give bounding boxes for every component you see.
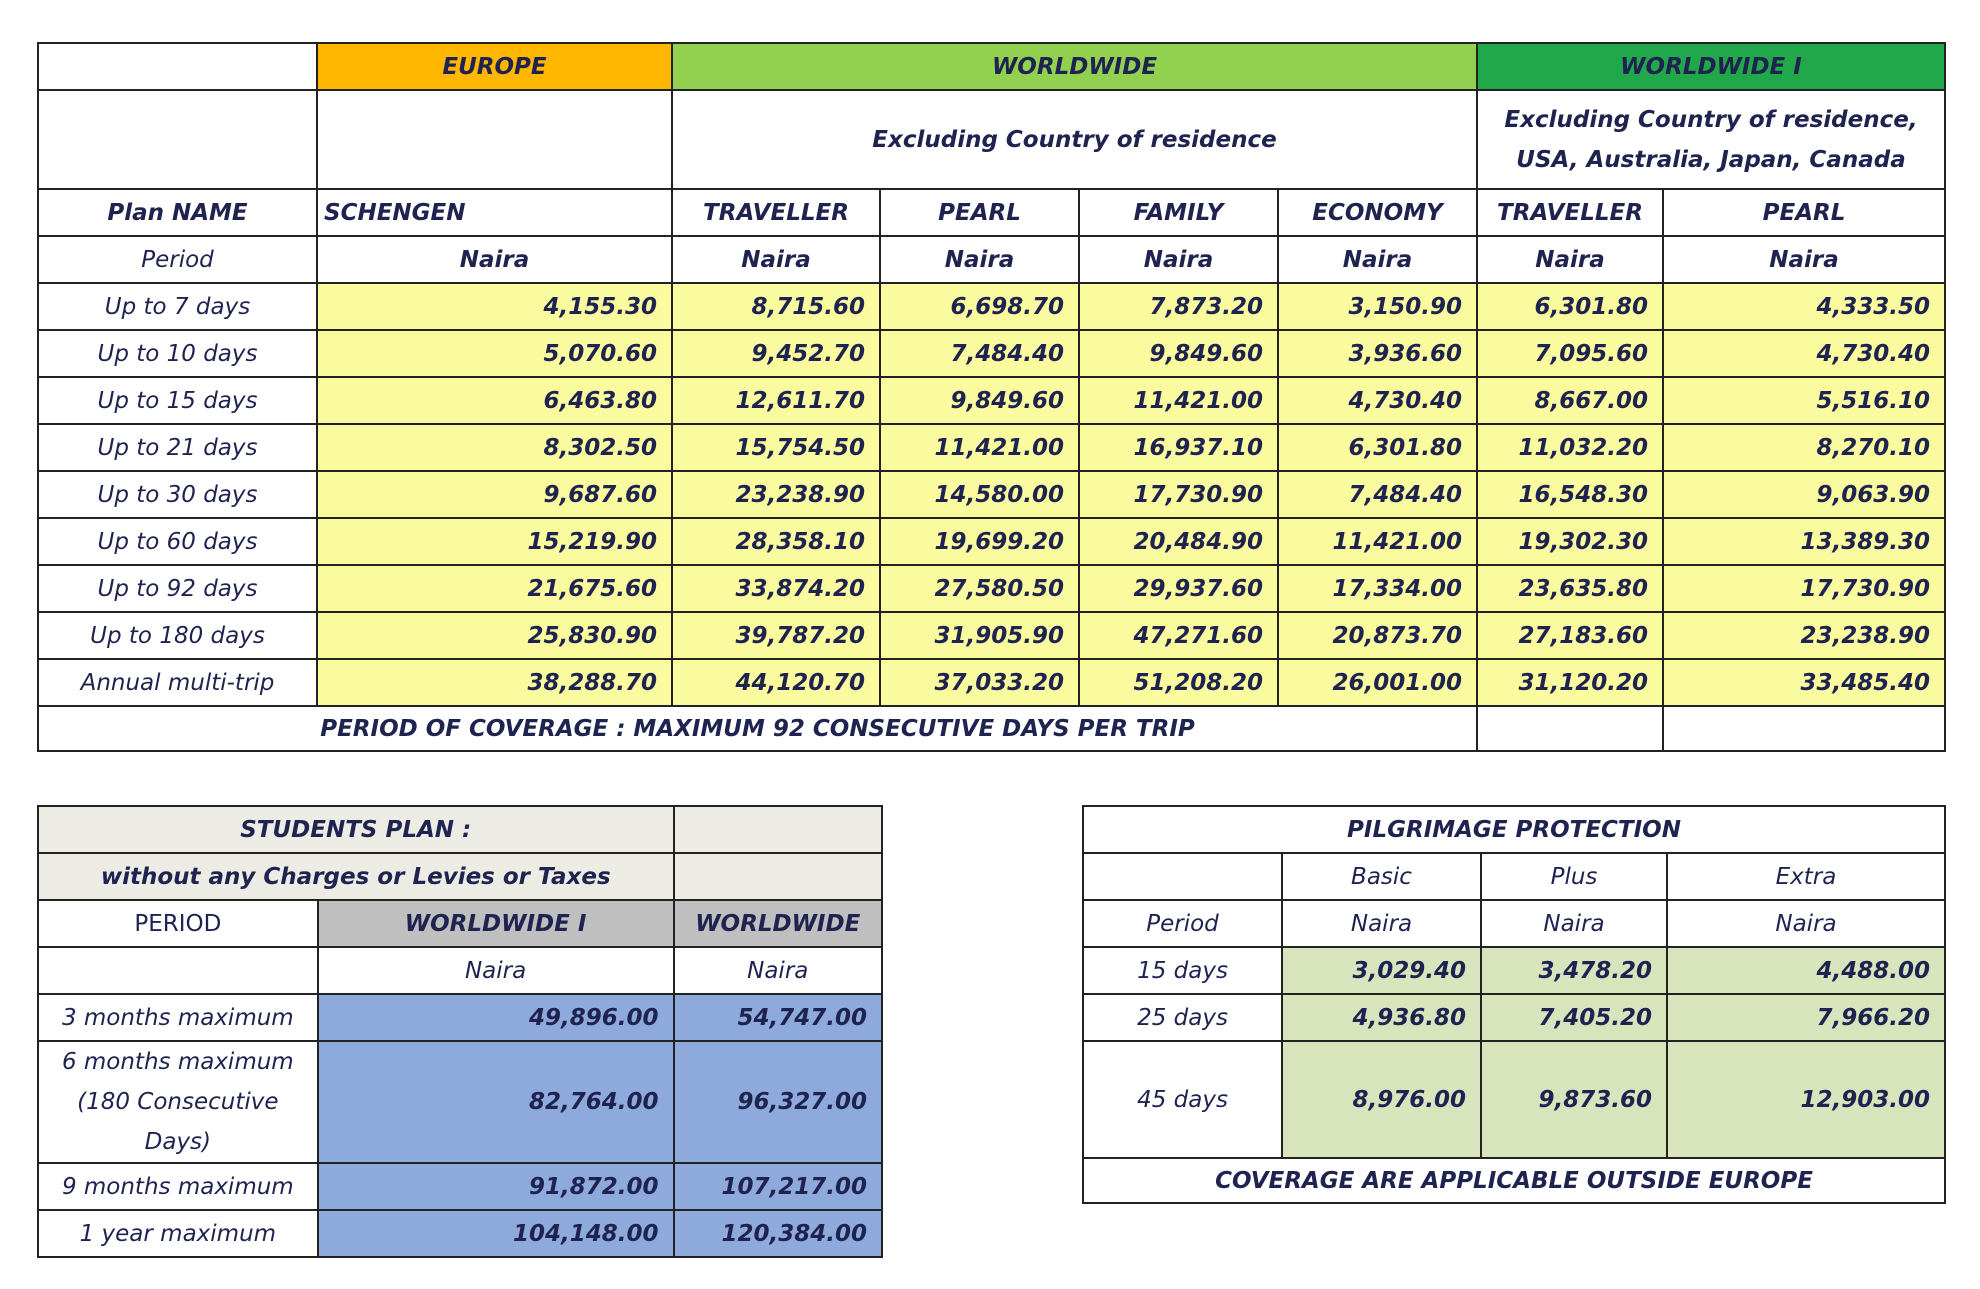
rate-cell: 4,488.00 xyxy=(1667,947,1945,994)
pilgrimage-coverage-note: COVERAGE ARE APPLICABLE OUTSIDE EUROPE xyxy=(1083,1158,1945,1203)
worldwide-1-note: Excluding Country of residence, USA, Australia, Japan, Canada xyxy=(1477,90,1945,189)
table-row xyxy=(38,471,1945,518)
pilgrimage-title: PILGRIMAGE PROTECTION xyxy=(1083,806,1945,853)
rate-cell: 51,208.20 xyxy=(1079,659,1278,706)
rate-cell: 11,421.00 xyxy=(880,424,1079,471)
currency-label: Naira xyxy=(674,947,883,994)
currency-label: Naira xyxy=(317,236,672,283)
rate-cell: 9,873.60 xyxy=(1481,1041,1667,1158)
rate-cell: 38,288.70 xyxy=(317,659,672,706)
period-cell: 6 months maximum (180 Consecutive Days) xyxy=(38,1041,318,1163)
plan-name: FAMILY xyxy=(1079,189,1278,236)
table-row xyxy=(38,612,1945,659)
rate-cell: 6,698.70 xyxy=(880,283,1079,330)
region-worldwide: WORLDWIDE xyxy=(672,43,1477,90)
corner-cell xyxy=(38,43,317,90)
rate-cell: 9,849.60 xyxy=(1079,330,1278,377)
rate-cell: 17,730.90 xyxy=(1663,565,1945,612)
region-worldwide-1: WORLDWIDE I xyxy=(1477,43,1945,90)
period-cell: Up to 15 days xyxy=(38,377,317,424)
rate-cell: 6,301.80 xyxy=(1477,283,1663,330)
rate-cell: 20,873.70 xyxy=(1278,612,1477,659)
period-cell: Up to 10 days xyxy=(38,330,317,377)
worldwide-note: Excluding Country of residence xyxy=(672,90,1477,189)
rate-cell: 23,238.90 xyxy=(1663,612,1945,659)
rate-cell: 15,219.90 xyxy=(317,518,672,565)
currency-label: Naira xyxy=(1663,236,1945,283)
rate-cell: 17,334.00 xyxy=(1278,565,1477,612)
rate-cell: 16,548.30 xyxy=(1477,471,1663,518)
table-row xyxy=(1083,1041,1945,1158)
rate-cell: 7,484.40 xyxy=(880,330,1079,377)
rate-cell: 4,730.40 xyxy=(1278,377,1477,424)
table-row xyxy=(38,330,1945,377)
table-row xyxy=(38,1041,882,1163)
students-plan-subtitle: without any Charges or Levies or Taxes xyxy=(38,853,674,900)
rate-cell: 9,687.60 xyxy=(317,471,672,518)
rate-cell: 7,484.40 xyxy=(1278,471,1477,518)
plan-name: PEARL xyxy=(880,189,1079,236)
plan-name-label: Plan NAME xyxy=(38,189,317,236)
rate-cell: 3,150.90 xyxy=(1278,283,1477,330)
rate-cell: 8,270.10 xyxy=(1663,424,1945,471)
rate-cell: 3,029.40 xyxy=(1282,947,1481,994)
rate-cell: 12,611.70 xyxy=(672,377,880,424)
table-row xyxy=(38,1210,882,1257)
rate-cell: 107,217.00 xyxy=(674,1163,883,1210)
rate-cell: 5,070.60 xyxy=(317,330,672,377)
table-row xyxy=(38,565,1945,612)
rate-cell: 7,095.60 xyxy=(1477,330,1663,377)
rate-cell: 3,478.20 xyxy=(1481,947,1667,994)
currency-label: Naira xyxy=(672,236,880,283)
pilgrimage-protection-table xyxy=(1082,805,1946,1204)
rate-cell: 33,485.40 xyxy=(1663,659,1945,706)
rate-cell: 9,063.90 xyxy=(1663,471,1945,518)
period-cell: 1 year maximum xyxy=(38,1210,318,1257)
rate-cell: 13,389.30 xyxy=(1663,518,1945,565)
rate-rows xyxy=(38,283,1945,706)
rate-cell: 8,976.00 xyxy=(1282,1041,1481,1158)
period-cell: 15 days xyxy=(1083,947,1282,994)
tier-label: Basic xyxy=(1282,853,1481,900)
period-cell: Up to 21 days xyxy=(38,424,317,471)
table-row xyxy=(38,283,1945,330)
rate-cell: 9,452.70 xyxy=(672,330,880,377)
table-row xyxy=(38,1163,882,1210)
rate-cell: 16,937.10 xyxy=(1079,424,1278,471)
period-cell: 9 months maximum xyxy=(38,1163,318,1210)
tier-label: Extra xyxy=(1667,853,1945,900)
period-cell: 45 days xyxy=(1083,1041,1282,1158)
rate-cell: 26,001.00 xyxy=(1278,659,1477,706)
plan-name: TRAVELLER xyxy=(672,189,880,236)
rate-cell: 49,896.00 xyxy=(318,994,674,1041)
rate-cell: 82,764.00 xyxy=(318,1041,674,1163)
rate-cell: 4,155.30 xyxy=(317,283,672,330)
rate-cell: 9,849.60 xyxy=(880,377,1079,424)
rate-cell: 19,699.20 xyxy=(880,518,1079,565)
rate-cell: 120,384.00 xyxy=(674,1210,883,1257)
rate-cell: 21,675.60 xyxy=(317,565,672,612)
rate-cell: 5,516.10 xyxy=(1663,377,1945,424)
rate-cell: 19,302.30 xyxy=(1477,518,1663,565)
table-row xyxy=(1083,994,1945,1041)
period-cell: 25 days xyxy=(1083,994,1282,1041)
rate-cell: 44,120.70 xyxy=(672,659,880,706)
rate-cell: 8,715.60 xyxy=(672,283,880,330)
table-row xyxy=(38,377,1945,424)
rate-cell: 23,635.80 xyxy=(1477,565,1663,612)
currency-label: Naira xyxy=(1079,236,1278,283)
period-cell: Up to 180 days xyxy=(38,612,317,659)
region-europe: EUROPE xyxy=(317,43,672,90)
rate-cell: 96,327.00 xyxy=(674,1041,883,1163)
plan-name: ECONOMY xyxy=(1278,189,1477,236)
currency-label: Naira xyxy=(1477,236,1663,283)
students-plan-table xyxy=(37,805,883,1258)
period-cell: Up to 60 days xyxy=(38,518,317,565)
table-row xyxy=(38,994,882,1041)
period-cell: Up to 92 days xyxy=(38,565,317,612)
rate-cell: 11,421.00 xyxy=(1079,377,1278,424)
period-cell: 3 months maximum xyxy=(38,994,318,1041)
period-cell: Up to 30 days xyxy=(38,471,317,518)
rate-cell: 6,301.80 xyxy=(1278,424,1477,471)
rate-cell: 8,667.00 xyxy=(1477,377,1663,424)
table-row xyxy=(38,518,1945,565)
rate-cell: 37,033.20 xyxy=(880,659,1079,706)
rate-cell: 7,873.20 xyxy=(1079,283,1278,330)
table-row xyxy=(38,659,1945,706)
rate-cell: 17,730.90 xyxy=(1079,471,1278,518)
rate-cell: 15,754.50 xyxy=(672,424,880,471)
table-row xyxy=(38,424,1945,471)
currency-label: Naira xyxy=(1282,900,1481,947)
rate-cell: 47,271.60 xyxy=(1079,612,1278,659)
rate-cell: 31,905.90 xyxy=(880,612,1079,659)
currency-label: Naira xyxy=(318,947,674,994)
rate-cell: 6,463.80 xyxy=(317,377,672,424)
plan-name: TRAVELLER xyxy=(1477,189,1663,236)
rate-cell: 3,936.60 xyxy=(1278,330,1477,377)
period-label: Period xyxy=(1083,900,1282,947)
rate-cell: 29,937.60 xyxy=(1079,565,1278,612)
period-label: Period xyxy=(38,236,317,283)
rate-cell: 27,183.60 xyxy=(1477,612,1663,659)
rate-cell: 25,830.90 xyxy=(317,612,672,659)
students-plan-title: STUDENTS PLAN : xyxy=(38,806,674,853)
coverage-period-note: PERIOD OF COVERAGE : MAXIMUM 92 CONSECUTIVE DAYS PER TRIP xyxy=(38,706,1477,751)
rate-cell: 33,874.20 xyxy=(672,565,880,612)
rate-cell: 104,148.00 xyxy=(318,1210,674,1257)
currency-label: Naira xyxy=(880,236,1079,283)
column-header: WORLDWIDE I xyxy=(318,900,674,947)
rate-cell: 39,787.20 xyxy=(672,612,880,659)
rate-cell: 27,580.50 xyxy=(880,565,1079,612)
period-label: PERIOD xyxy=(38,900,318,947)
currency-label: Naira xyxy=(1278,236,1477,283)
rate-cell: 7,966.20 xyxy=(1667,994,1945,1041)
rate-cell: 54,747.00 xyxy=(674,994,883,1041)
rate-cell: 12,903.00 xyxy=(1667,1041,1945,1158)
column-header: WORLDWIDE xyxy=(674,900,883,947)
table-row xyxy=(1083,947,1945,994)
rate-cell: 23,238.90 xyxy=(672,471,880,518)
rate-cell: 31,120.20 xyxy=(1477,659,1663,706)
rate-cell: 28,358.10 xyxy=(672,518,880,565)
tier-label: Plus xyxy=(1481,853,1667,900)
rate-cell: 8,302.50 xyxy=(317,424,672,471)
currency-label: Naira xyxy=(1667,900,1945,947)
period-cell: Up to 7 days xyxy=(38,283,317,330)
rate-cell: 4,333.50 xyxy=(1663,283,1945,330)
currency-label: Naira xyxy=(1481,900,1667,947)
rate-cell: 11,421.00 xyxy=(1278,518,1477,565)
travel-rates-table xyxy=(37,42,1946,752)
rate-cell: 4,730.40 xyxy=(1663,330,1945,377)
rate-cell: 11,032.20 xyxy=(1477,424,1663,471)
rate-cell: 91,872.00 xyxy=(318,1163,674,1210)
rate-cell: 7,405.20 xyxy=(1481,994,1667,1041)
plan-name: SCHENGEN xyxy=(317,189,672,236)
period-cell: Annual multi-trip xyxy=(38,659,317,706)
rate-cell: 20,484.90 xyxy=(1079,518,1278,565)
rate-cell: 14,580.00 xyxy=(880,471,1079,518)
plan-name: PEARL xyxy=(1663,189,1945,236)
rate-cell: 4,936.80 xyxy=(1282,994,1481,1041)
